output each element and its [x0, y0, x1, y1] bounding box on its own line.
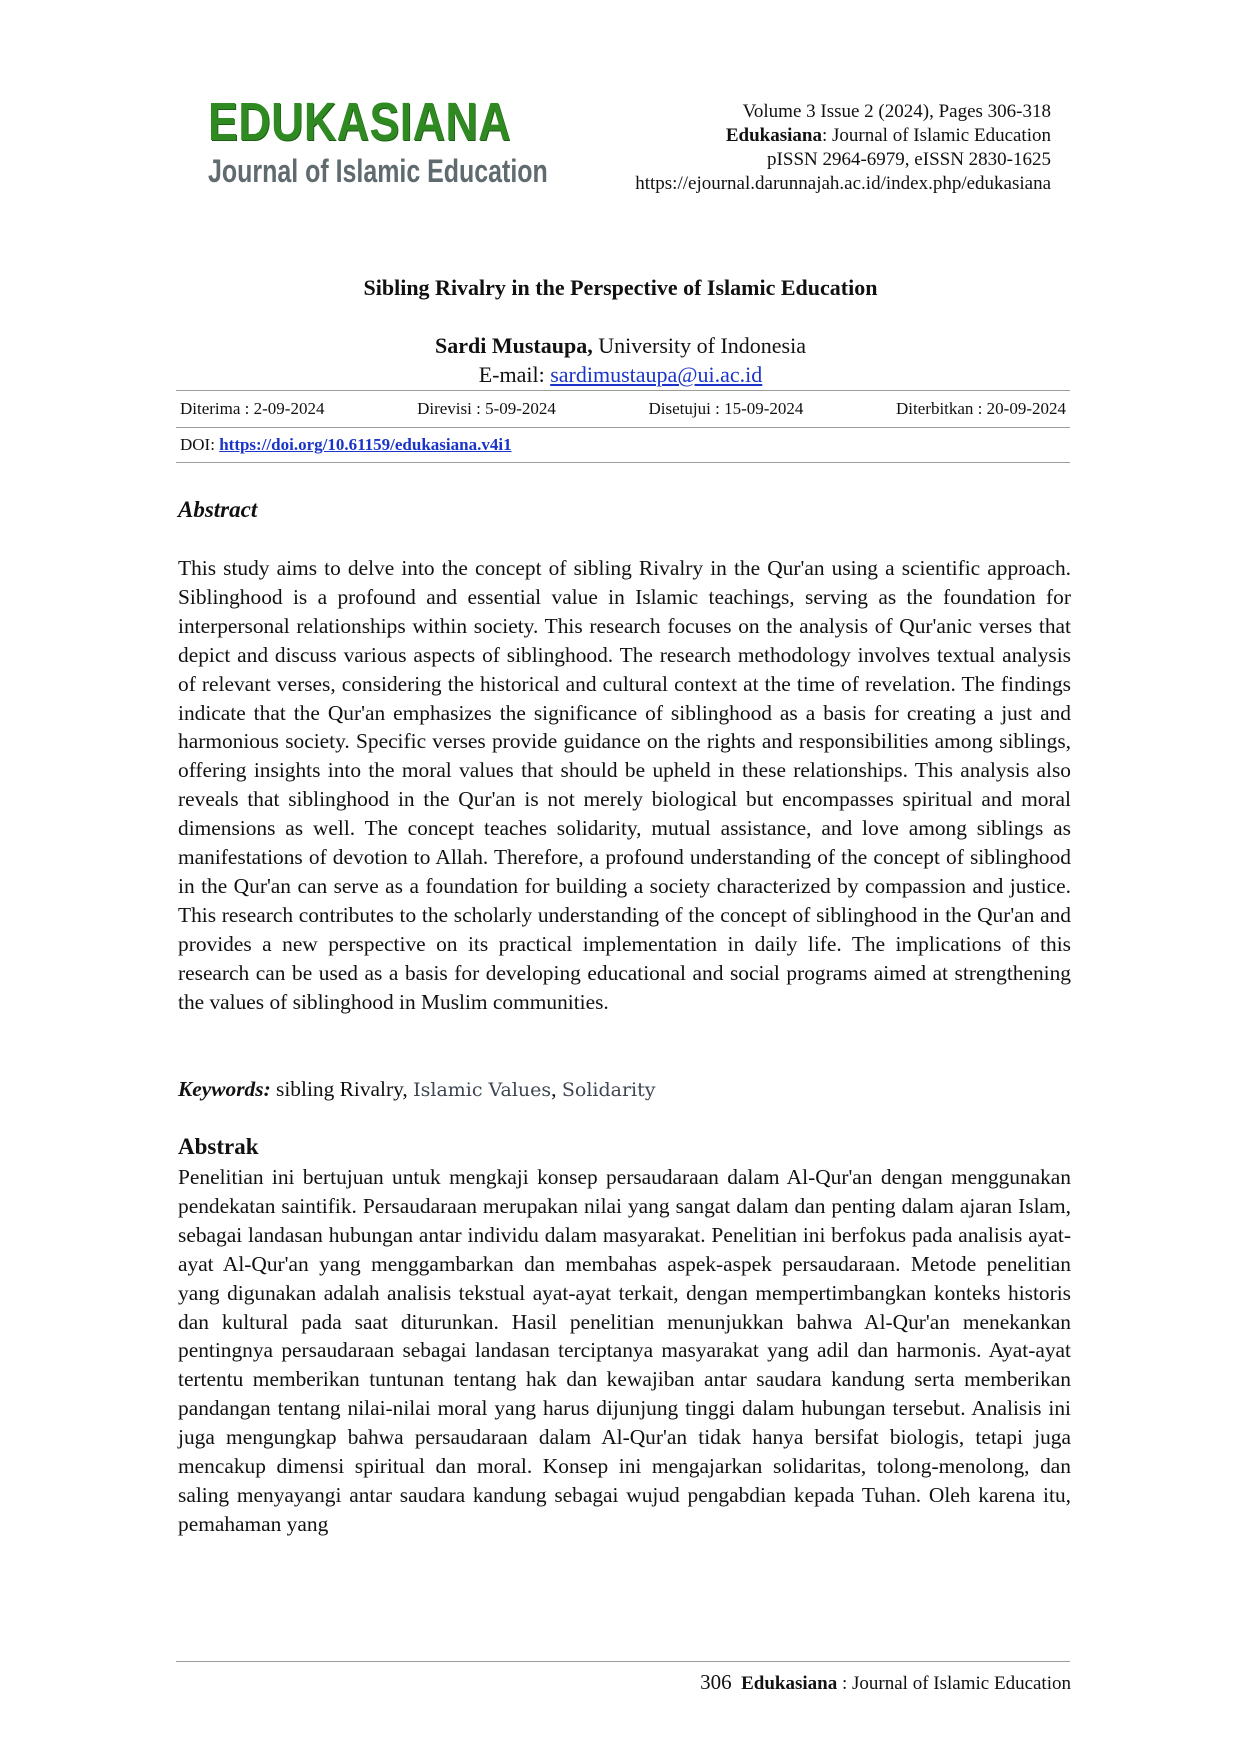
journal-name-bold: Edukasiana	[725, 125, 822, 146]
author-line	[0, 332, 1241, 360]
journal-name-rest: : Journal of Islamic Education	[822, 125, 1051, 146]
article-title: Sibling Rivalry in the Perspective of Islamic Education	[363, 275, 878, 300]
divider	[176, 390, 1070, 391]
journal-name	[635, 124, 1051, 148]
email-link[interactable]: sardimustaupa@ui.ac.id	[550, 362, 763, 387]
keyword-3: Solidarity	[561, 1079, 656, 1101]
abstract-text: This study aims to delve into the concept of sibling Rivalry in the Qur'an using a scientific approach. Siblinghood is a profound and essential value in Islamic teachings, serving as the foundation for interpersonal relationships within society. This research focuses on the analysis of Qur'anic verses that depict and discuss various aspects of siblinghood. The research methodology involves textual analysis of relevant verses, considering the historical and cultural context at the time of revelation. The findings indicate that the Qur'an emphasizes the significance of siblinghood as a basis for creating a just and harmonious society. Specific verses provide guidance on the rights and responsibilities among siblings, offering insights into the moral values that should be upheld in these relationships. This analysis also reveals that siblinghood in the Qur'an is not merely biological but encompasses spiritual and moral dimensions as well. The concept teaches solidarity, mutual assistance, and love among siblings as manifestations of devotion to Allah. Therefore, a profound understanding of the concept of siblinghood in the Qur'an can serve as a foundation for building a society characterized by compassion and justice. This research contributes to the scholarly understanding of the concept of siblinghood in the Qur'an and provides a new perspective on its practical implementation in daily life. The implications of this research can be used as a basis for developing educational and social programs aimed at strengthening the values of siblinghood in Muslim communities.	[178, 556, 1071, 1014]
date-accepted: Disetujui : 15-09-2024	[648, 399, 804, 418]
doi-label: DOI:	[180, 435, 220, 454]
keyword-2: Islamic Values	[413, 1079, 552, 1101]
keywords-label: Keywords:	[178, 1077, 271, 1101]
publication-info	[635, 100, 1051, 196]
logo-title: EDUKASIANA	[208, 92, 511, 152]
abstract-heading: Abstract	[178, 497, 258, 522]
email-label: E-mail:	[478, 362, 551, 387]
doi-line	[180, 434, 512, 456]
page-number: 306	[700, 1670, 732, 1694]
keywords-line	[178, 1075, 656, 1104]
logo-subtitle: Journal of Islamic Education	[208, 153, 548, 189]
journal-logo	[208, 92, 548, 204]
date-published: Diterbitkan : 20-09-2024	[896, 399, 1066, 418]
footer-journal-bold: Edukasiana	[741, 1673, 838, 1694]
abstrak-text: Penelitian ini bertujuan untuk mengkaji konsep persaudaraan dalam Al-Qur'an dengan menggunakan pendekatan saintifik. Persaudaraan merupakan nilai yang sangat dalam dan penting dalam ajaran Islam, sebagai landasan hubungan antar individu dalam masyarakat. Penelitian ini berfokus pada analisis ayat-ayat Al-Qur'an yang menggambarkan dan membahas aspek-aspek persaudaraan. Metode penelitian yang digunakan adalah analisis tekstual ayat-ayat terkait, dengan mempertimbangkan konteks historis dan kultural pada saat diturunkan. Hasil penelitian menunjukkan bahwa Al-Qur'an menekankan pentingnya persaudaraan sebagai landasan terciptanya masyarakat yang adil dan harmonis. Ayat-ayat tertentu memberikan tuntunan tentang hak dan kewajiban antar saudara kandung serta memberikan pandangan tentang nilai-nilai moral yang harus dijunjung tinggi dalam hubungan tersebut. Analisis ini juga mengungkap bahwa persaudaraan dalam Al-Qur'an tidak hanya bersifat biologis, tetapi juga mencakup dimensi spiritual dan moral. Konsep ini mengajarkan solidaritas, tolong-menolong, dan saling menyayangi antar saudara kandung sebagai wujud pengabdian kepada Tuhan. Oleh karena itu, pemahaman yang	[178, 1165, 1071, 1536]
issn-info: pISSN 2964-6979, eISSN 2830-1625	[767, 149, 1051, 170]
volume-info: Volume 3 Issue 2 (2024), Pages 306-318	[742, 101, 1051, 122]
keyword-1: sibling Rivalry	[270, 1077, 403, 1101]
keyword-separator: ,	[402, 1077, 414, 1101]
article-dates	[176, 398, 1070, 420]
divider	[176, 462, 1070, 463]
page-footer	[700, 1670, 1071, 1696]
journal-url: https://ejournal.darunnajah.ac.id/index.php/edukasiana	[635, 173, 1051, 194]
date-received: Diterima : 2-09-2024	[180, 399, 325, 418]
doi-link[interactable]: https://doi.org/10.61159/edukasiana.v4i1	[219, 435, 512, 454]
footer-journal-rest: : Journal of Islamic Education	[837, 1673, 1071, 1694]
email-line	[0, 361, 1241, 389]
author-affiliation: University of Indonesia	[592, 333, 806, 358]
divider	[176, 427, 1070, 428]
footer-divider	[176, 1661, 1070, 1662]
keyword-separator: ,	[551, 1077, 562, 1101]
author-name: Sardi Mustaupa,	[435, 333, 593, 358]
abstrak-heading: Abstrak	[178, 1134, 259, 1159]
date-revised: Direvisi : 5-09-2024	[417, 399, 556, 418]
